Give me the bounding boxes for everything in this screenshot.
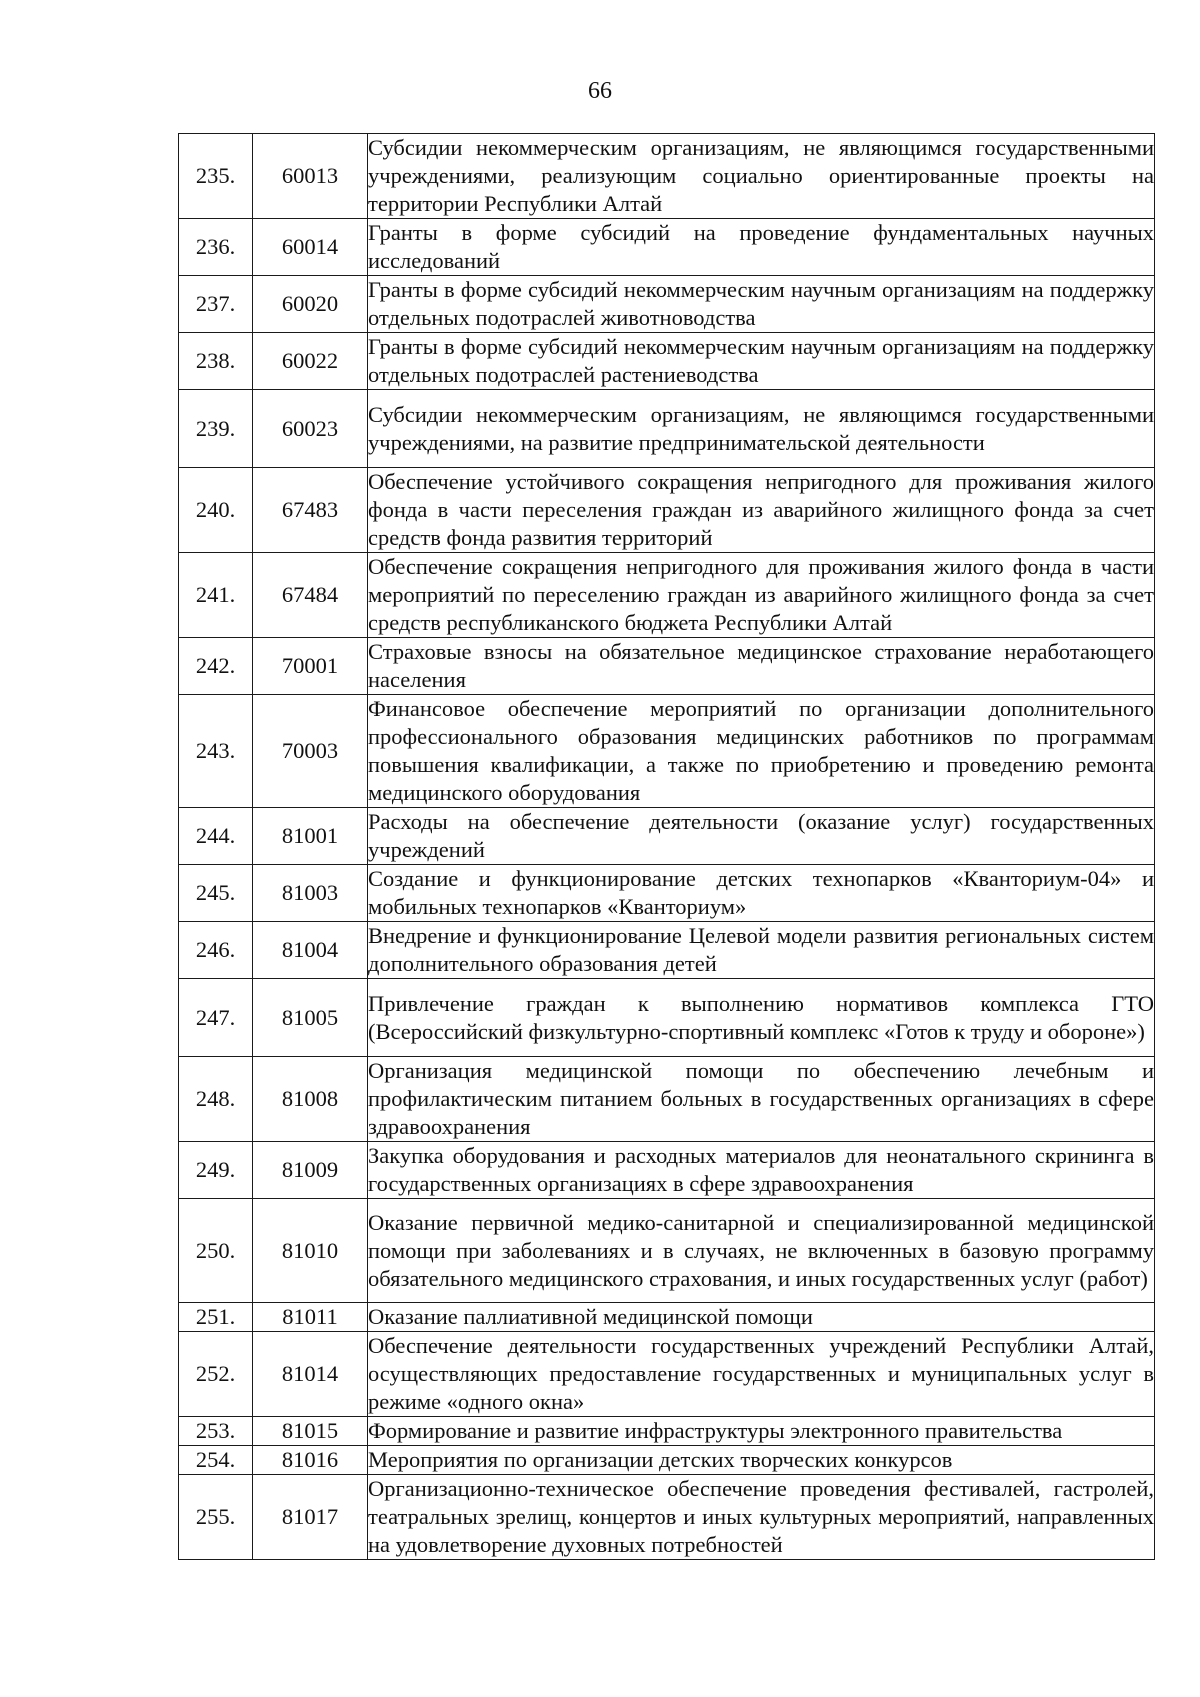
row-description: Формирование и развитие инфраструктуры электронного правительства	[368, 1417, 1155, 1446]
row-code: 70001	[253, 638, 368, 695]
row-description: Субсидии некоммерческим организациям, не являющимся государственными учреждениями, реализующим социально ориентированные проекты на территории Республики Алтай	[368, 134, 1155, 219]
row-number: 244.	[179, 808, 253, 865]
row-code: 60013	[253, 134, 368, 219]
row-code: 81008	[253, 1057, 368, 1142]
row-description: Расходы на обеспечение деятельности (оказание услуг) государственных учреждений	[368, 808, 1155, 865]
row-number: 251.	[179, 1303, 253, 1332]
row-number: 239.	[179, 390, 253, 468]
row-code: 81001	[253, 808, 368, 865]
row-number: 245.	[179, 865, 253, 922]
row-description: Мероприятия по организации детских творческих конкурсов	[368, 1446, 1155, 1475]
row-number: 254.	[179, 1446, 253, 1475]
row-number: 252.	[179, 1332, 253, 1417]
row-code: 81004	[253, 922, 368, 979]
table-row	[179, 922, 1155, 979]
row-code: 60023	[253, 390, 368, 468]
row-description: Обеспечение устойчивого сокращения непригодного для проживания жилого фонда в части переселения граждан из аварийного жилищного фонда за счет средств фонда развития территорий	[368, 468, 1155, 553]
row-code: 81003	[253, 865, 368, 922]
table-row	[179, 979, 1155, 1057]
row-number: 255.	[179, 1475, 253, 1560]
table-row	[179, 333, 1155, 390]
row-number: 240.	[179, 468, 253, 553]
table-row	[179, 1303, 1155, 1332]
row-code: 81011	[253, 1303, 368, 1332]
row-number: 250.	[179, 1199, 253, 1303]
row-code: 67484	[253, 553, 368, 638]
row-description: Страховые взносы на обязательное медицинское страхование неработающего населения	[368, 638, 1155, 695]
table-row	[179, 1199, 1155, 1303]
table-row	[179, 1057, 1155, 1142]
row-description: Гранты в форме субсидий некоммерческим научным организациям на поддержку отдельных подотраслей растениеводства	[368, 333, 1155, 390]
row-number: 237.	[179, 276, 253, 333]
table-row	[179, 695, 1155, 808]
table-row	[179, 1446, 1155, 1475]
row-description: Организация медицинской помощи по обеспечению лечебным и профилактическим питанием больных в государственных организациях в сфере здравоохранения	[368, 1057, 1155, 1142]
table-row	[179, 1332, 1155, 1417]
row-code: 60020	[253, 276, 368, 333]
table-row	[179, 553, 1155, 638]
table-row	[179, 468, 1155, 553]
table-row	[179, 390, 1155, 468]
row-description: Субсидии некоммерческим организациям, не являющимся государственными учреждениями, на развитие предпринимательской деятельности	[368, 390, 1155, 468]
row-description: Оказание первичной медико-санитарной и специализированной медицинской помощи при заболеваниях и в случаях, не включенных в базовую программу обязательного медицинского страхования, и иных государственных услуг (работ)	[368, 1199, 1155, 1303]
row-number: 253.	[179, 1417, 253, 1446]
row-code: 81014	[253, 1332, 368, 1417]
row-number: 247.	[179, 979, 253, 1057]
page-number: 66	[588, 78, 612, 104]
row-code: 60014	[253, 219, 368, 276]
row-number: 241.	[179, 553, 253, 638]
row-number: 248.	[179, 1057, 253, 1142]
table-row	[179, 276, 1155, 333]
row-number: 249.	[179, 1142, 253, 1199]
row-code: 81015	[253, 1417, 368, 1446]
row-number: 243.	[179, 695, 253, 808]
row-description: Обеспечение деятельности государственных учреждений Республики Алтай, осуществляющих предоставление государственных и муниципальных услуг в режиме «одного окна»	[368, 1332, 1155, 1417]
row-number: 242.	[179, 638, 253, 695]
row-description: Гранты в форме субсидий некоммерческим научным организациям на поддержку отдельных подотраслей животноводства	[368, 276, 1155, 333]
row-code: 81016	[253, 1446, 368, 1475]
row-code: 81017	[253, 1475, 368, 1560]
row-code: 70003	[253, 695, 368, 808]
table-row	[179, 1142, 1155, 1199]
row-code: 81010	[253, 1199, 368, 1303]
row-description: Гранты в форме субсидий на проведение фундаментальных научных исследований	[368, 219, 1155, 276]
row-code: 81009	[253, 1142, 368, 1199]
row-number: 236.	[179, 219, 253, 276]
row-description: Обеспечение сокращения непригодного для проживания жилого фонда в части мероприятий по переселению граждан из аварийного жилищного фонда за счет средств республиканского бюджета Республики Алтай	[368, 553, 1155, 638]
budget-codes-table	[178, 133, 1155, 1560]
table-body	[179, 134, 1155, 1560]
row-description: Создание и функционирование детских технопарков «Кванториум-04» и мобильных технопарков «Кванториум»	[368, 865, 1155, 922]
row-code: 60022	[253, 333, 368, 390]
row-description: Внедрение и функционирование Целевой модели развития региональных систем дополнительного образования детей	[368, 922, 1155, 979]
row-description: Финансовое обеспечение мероприятий по организации дополнительного профессионального образования медицинских работников по программам повышения квалификации, а также по приобретению и проведению ремонта медицинского оборудования	[368, 695, 1155, 808]
table-row	[179, 1475, 1155, 1560]
table-row	[179, 638, 1155, 695]
row-description: Привлечение граждан к выполнению нормативов комплекса ГТО (Всероссийский физкультурно-спортивный комплекс «Готов к труду и обороне»)	[368, 979, 1155, 1057]
row-code: 67483	[253, 468, 368, 553]
table-row	[179, 865, 1155, 922]
row-number: 235.	[179, 134, 253, 219]
table-row	[179, 1417, 1155, 1446]
table-row	[179, 219, 1155, 276]
row-number: 246.	[179, 922, 253, 979]
row-description: Закупка оборудования и расходных материалов для неонатального скрининга в государственных организациях в сфере здравоохранения	[368, 1142, 1155, 1199]
row-number: 238.	[179, 333, 253, 390]
row-description: Организационно-техническое обеспечение проведения фестивалей, гастролей, театральных зрелищ, концертов и иных культурных мероприятий, направленных на удовлетворение духовных потребностей	[368, 1475, 1155, 1560]
table-row	[179, 808, 1155, 865]
row-code: 81005	[253, 979, 368, 1057]
row-description: Оказание паллиативной медицинской помощи	[368, 1303, 1155, 1332]
table-row	[179, 134, 1155, 219]
